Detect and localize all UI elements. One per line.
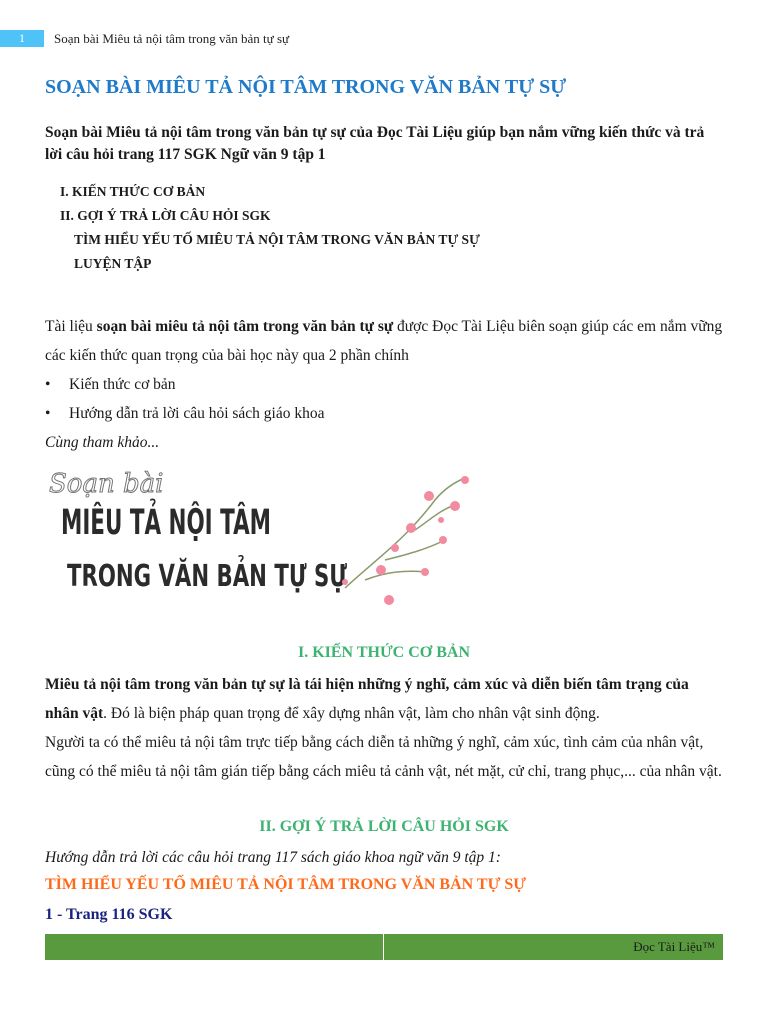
footer-divider: [383, 934, 384, 960]
paragraph: [45, 670, 723, 728]
banner-line1: MIÊU TẢ NỘI TÂM: [61, 501, 355, 543]
toc-item[interactable]: I. KIẾN THỨC CƠ BẢN: [60, 184, 206, 199]
flower-blossoms: [342, 476, 469, 605]
bullet-text: Kiến thức cơ bản: [69, 376, 176, 393]
bullet-text: Hướng dẫn trả lời câu hỏi sách giáo khoa: [69, 405, 325, 422]
section-heading: II. GỢI Ý TRẢ LỜI CÂU HỎI SGK: [259, 818, 509, 835]
bullet-item: [45, 370, 176, 399]
bullet-icon: •: [45, 376, 51, 393]
toc-item[interactable]: II. GỢI Ý TRẢ LỜI CÂU HỎI SGK: [60, 208, 271, 223]
paragraph: [45, 312, 723, 370]
para-text: được Đọc Tài Liệu biên soạn giúp các em nắm vững các kiến thức quan trọng của bài học này qua 2 phần chính: [45, 318, 723, 364]
italic-note: [45, 428, 723, 457]
page-number: 1: [0, 30, 44, 47]
italic-text: Cùng tham khảo...: [45, 434, 160, 451]
italic-text: Hướng dẫn trả lời các câu hỏi trang 117 sách giáo khoa ngữ văn 9 tập 1:: [45, 849, 501, 866]
banner-line2: TRONG VĂN BẢN TỰ SỰ: [67, 559, 463, 594]
banner-image: [45, 460, 485, 610]
intro-paragraph: Soạn bài Miêu tả nội tâm trong văn bản tự sự của Đọc Tài Liệu giúp bạn nắm vững kiến thức và trả lời câu hỏi trang 117 SGK Ngữ văn 9 tập 1: [45, 124, 705, 163]
bullet-item: [45, 399, 325, 428]
italic-note: [45, 843, 723, 872]
page-title: SOẠN BÀI MIÊU TẢ NỘI TÂM TRONG VĂN BẢN TỰ SỰ: [45, 76, 567, 98]
section-heading: I. KIẾN THỨC CƠ BẢN: [297, 644, 471, 661]
flower-branch-icon: [345, 478, 465, 588]
header-title: Soạn bài Miêu tả nội tâm trong văn bản tự sự: [54, 31, 290, 46]
para-bold: soạn bài miêu tả nội tâm trong văn bản tự sự: [96, 318, 394, 335]
banner-script: Soạn bài: [49, 469, 164, 499]
question-heading: 1 - Trang 116 SGK: [45, 906, 173, 923]
toc-item[interactable]: LUYỆN TẬP: [74, 256, 152, 271]
para-text: Tài liệu: [45, 318, 97, 335]
table-of-contents: [60, 180, 480, 276]
paragraph: Người ta có thể miêu tả nội tâm trực tiếp bằng cách diễn tả những ý nghĩ, cảm xúc, tình cảm của nhân vật, cũng có thể miêu tả nội tâm gián tiếp bằng cách miêu tả cảnh vật, nét mặt, cử chỉ, trang phục,... của nhân vật.: [45, 734, 722, 780]
bullet-icon: •: [45, 405, 51, 422]
footer-brand: Đọc Tài Liệu™: [633, 939, 715, 954]
toc-item[interactable]: TÌM HIỂU YẾU TỐ MIÊU TẢ NỘI TÂM TRONG VĂN BẢN TỰ SỰ: [74, 232, 480, 247]
sub-heading: TÌM HIỂU YẾU TỐ MIÊU TẢ NỘI TÂM TRONG VĂN BẢN TỰ SỰ: [45, 876, 526, 893]
footer-bar: [45, 934, 723, 960]
para-bold: Miêu tả nội tâm trong văn bản tự sự là tái hiện những ý nghĩ, cảm xúc và diễn biến tâm trạng của nhân vật: [45, 676, 689, 722]
running-header: [0, 30, 768, 47]
para-text: . Đó là biện pháp quan trọng để xây dựng nhân vật, làm cho nhân vật sinh động.: [103, 705, 600, 722]
